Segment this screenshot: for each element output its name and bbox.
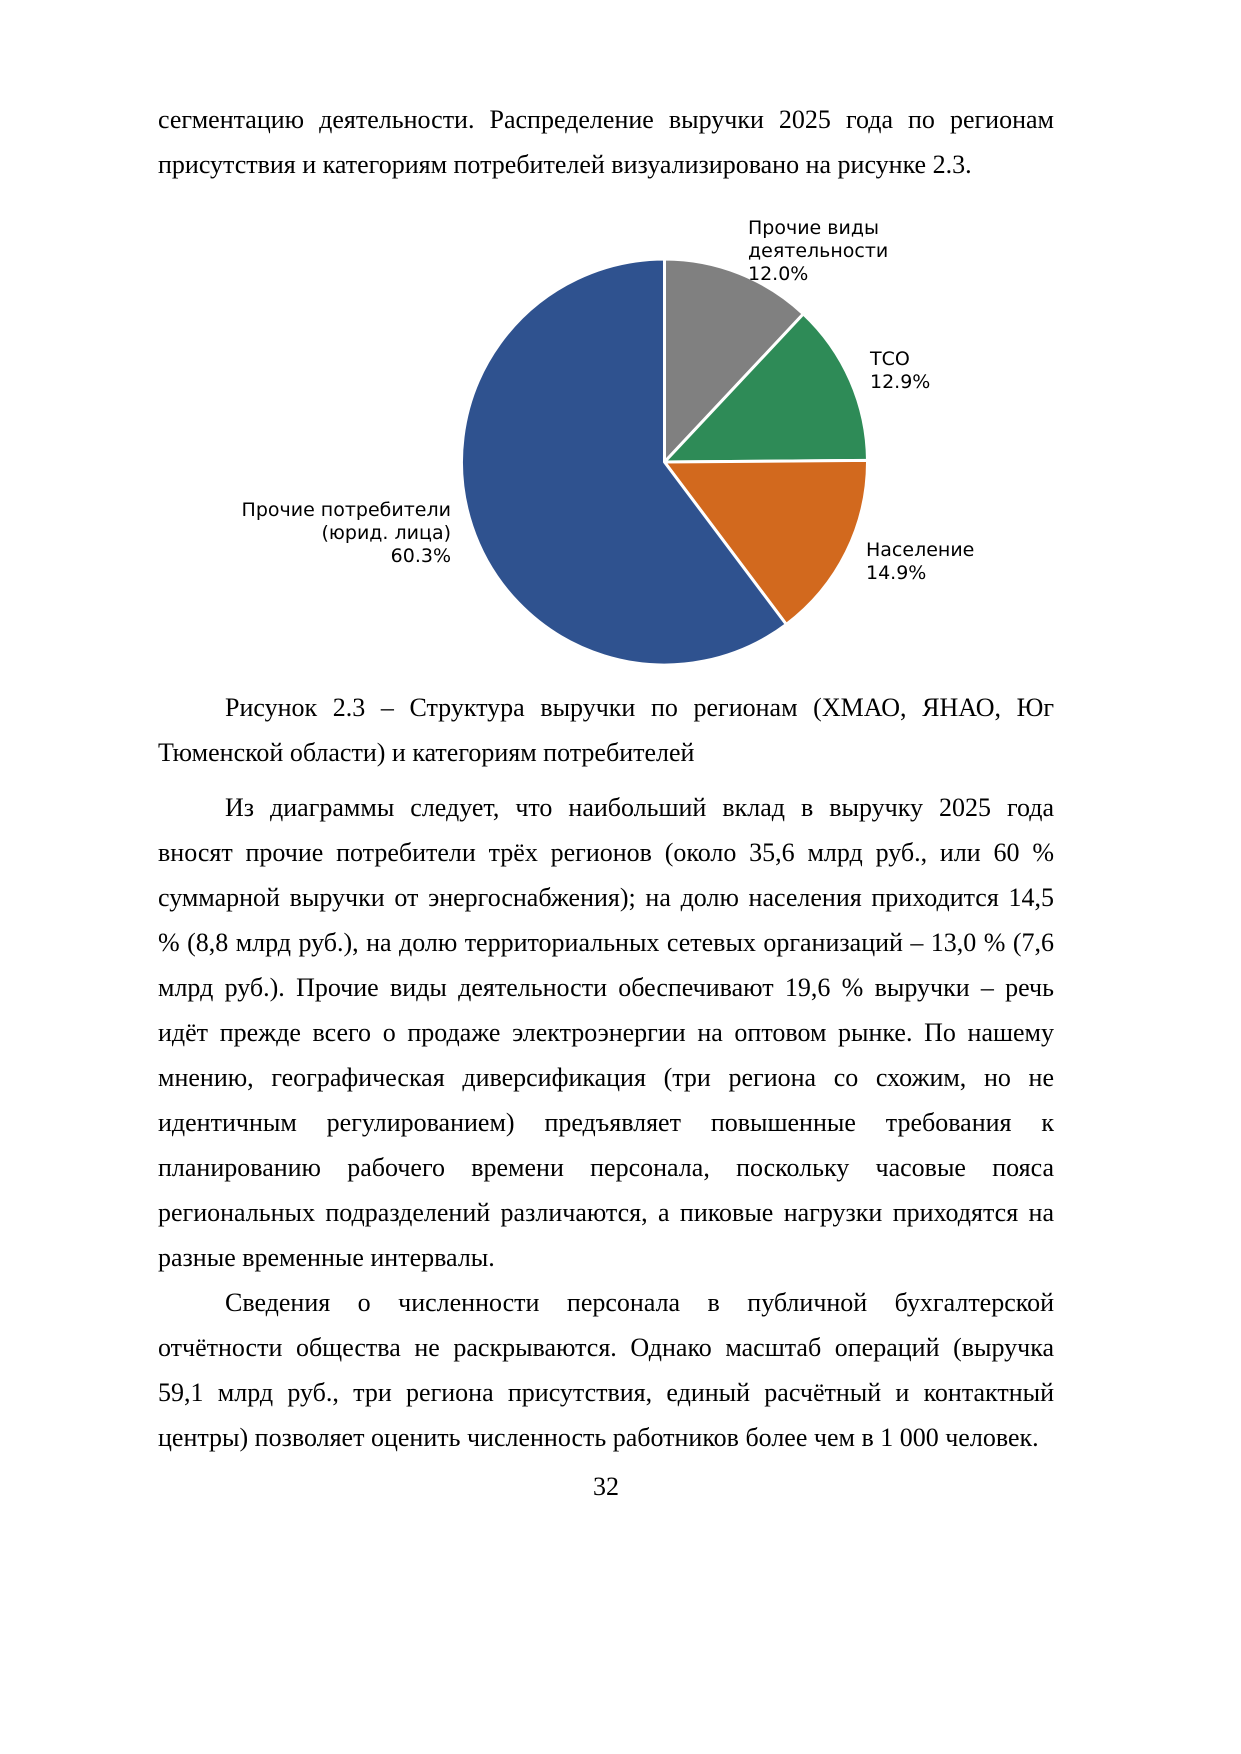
body-paragraph-line: идёт прежде всего о продаже электроэнергии на оптовом рынке. По нашему bbox=[158, 1018, 1054, 1047]
pie-label-other-consumers bbox=[242, 499, 451, 567]
pie-label-text: деятельности bbox=[748, 240, 889, 262]
pie-label-tso bbox=[869, 348, 930, 393]
body-paragraph-line: разные временные интервалы. bbox=[158, 1243, 495, 1272]
figure-caption-line: Тюменской области) и категориям потребителей bbox=[158, 738, 695, 767]
body-paragraph-line: суммарной выручки от энергоснабжения); на долю населения приходится 14,5 bbox=[158, 883, 1054, 912]
figure-caption bbox=[158, 685, 1054, 775]
pie-label-population bbox=[866, 539, 974, 584]
pie-value-label: 14.9% bbox=[866, 562, 927, 584]
body-paragraph-line: % (8,8 млрд руб.), на долю территориальных сетевых организаций – 13,0 % (7,6 bbox=[158, 928, 1054, 957]
intro-paragraph-line: присутствия и категориям потребителей визуализировано на рисунке 2.3. bbox=[158, 150, 972, 179]
intro-paragraph-line: сегментацию деятельности. Распределение выручки 2025 года по регионам bbox=[158, 105, 1054, 134]
pie-value-label: 12.0% bbox=[748, 263, 809, 285]
body-paragraph-line: центры) позволяет оценить численность работников более чем в 1 000 человек. bbox=[158, 1423, 1039, 1452]
pie-label-other-activities bbox=[748, 217, 888, 285]
pie-label-text: Прочие виды bbox=[748, 217, 879, 239]
body-paragraph-line: планированию рабочего времени персонала, поскольку часовые пояса bbox=[158, 1153, 1054, 1182]
body-paragraph-line: мнению, географическая диверсификация (три региона со схожим, но не bbox=[158, 1063, 1054, 1092]
body-paragraph-line: отчётности общества не раскрываются. Однако масштаб операций (выручка bbox=[158, 1333, 1054, 1362]
body-paragraph bbox=[158, 1280, 1054, 1460]
pie-label-text: (юрид. лица) bbox=[321, 522, 451, 544]
body-paragraph-line: Из диаграммы следует, что наибольший вклад в выручку 2025 года bbox=[225, 793, 1054, 822]
revenue-structure-pie-chart bbox=[0, 200, 1241, 680]
pie-value-label: 12.9% bbox=[870, 371, 931, 393]
page-number: 32 bbox=[593, 1472, 619, 1501]
body-paragraph-line: млрд руб.). Прочие виды деятельности обеспечивают 19,6 % выручки – речь bbox=[158, 973, 1054, 1002]
intro-paragraph bbox=[158, 97, 1054, 187]
body-paragraph-line: Сведения о численности персонала в публичной бухгалтерской bbox=[225, 1288, 1054, 1317]
pie-label-text: Прочие потребители bbox=[241, 499, 451, 521]
body-paragraph-line: вносят прочие потребители трёх регионов (около 35,6 млрд руб., или 60 % bbox=[158, 838, 1054, 867]
pie-label-text: Население bbox=[866, 539, 975, 561]
body-paragraph-line: 59,1 млрд руб., три региона присутствия, единый расчётный и контактный bbox=[158, 1378, 1054, 1407]
pie-label-text: ТСО bbox=[870, 348, 910, 370]
figure-caption-line: Рисунок 2.3 – Структура выручки по регионам (ХМАО, ЯНАО, Юг bbox=[225, 693, 1054, 722]
pie-value-label: 60.3% bbox=[390, 545, 451, 567]
pie-slices bbox=[461, 259, 867, 665]
body-paragraph bbox=[158, 785, 1054, 1280]
body-paragraph-line: региональных подразделений различаются, а пиковые нагрузки приходятся на bbox=[158, 1198, 1054, 1227]
body-paragraph-line: идентичным регулированием) предъявляет повышенные требования к bbox=[158, 1108, 1054, 1137]
